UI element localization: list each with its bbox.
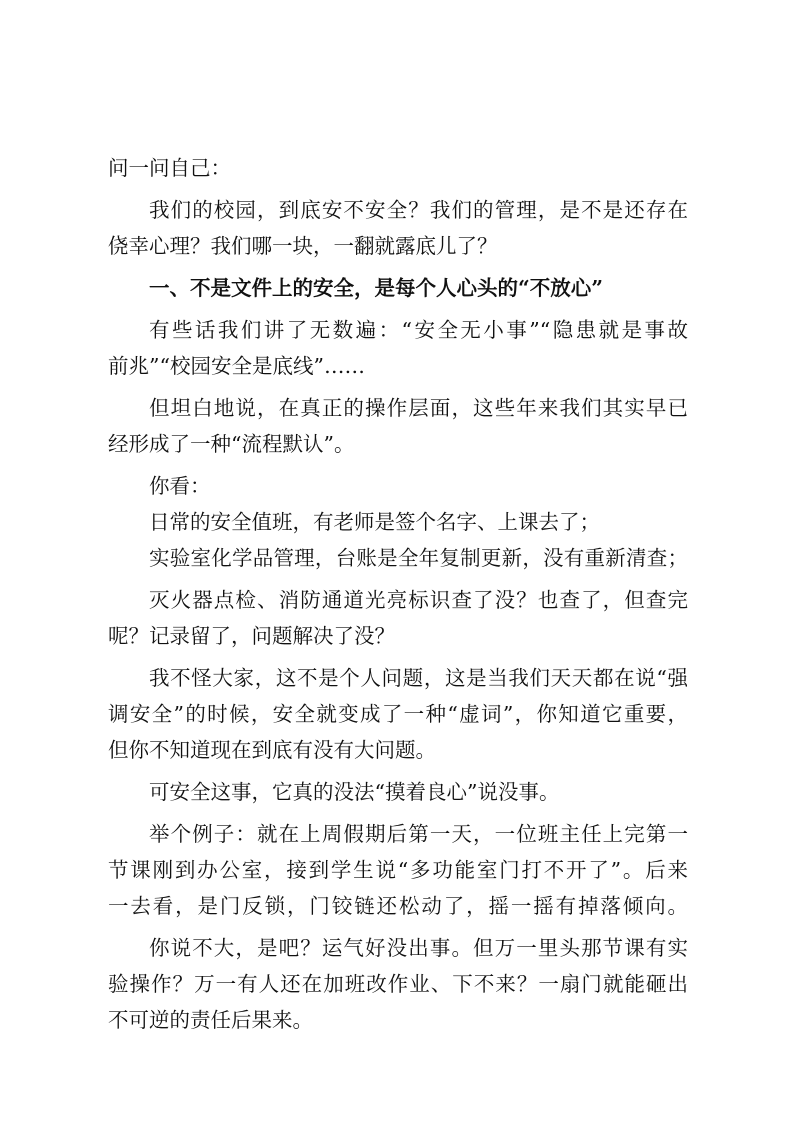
text-line: 我们的校园，到底安不安全？我们的管理，是不是还存在: [149, 198, 688, 222]
text-line: 一去看，是门反锁，门铰链还松动了，摇一摇有掉落倾向。: [108, 894, 688, 918]
text-line: 验操作？万一有人还在加班改作业、下不来？一扇门就能砸出: [108, 972, 688, 996]
text-line: 灭火器点检、消防通道光亮标识查了没？也查了，但查完: [149, 588, 688, 612]
text-line: 你说不大，是吧？运气好没出事。但万一里头那节课有实: [149, 936, 688, 960]
text-line: 但你不知道现在到底有没有大问题。: [108, 738, 436, 762]
text-line: 调安全”的时候，安全就变成了一种“虚词”，你知道它重要，: [108, 702, 688, 726]
text-line: 实验室化学品管理，台账是全年复制更新，没有重新清查；: [149, 546, 688, 570]
text-line: 不可逆的责任后果来。: [108, 1008, 313, 1032]
text-line: 我不怪大家，这不是个人问题，这是当我们天天都在说“强: [149, 666, 688, 690]
text-line: 可安全这事，它真的没法“摸着良心”说没事。: [149, 780, 560, 804]
text-line: 侥幸心理？我们哪一块，一翻就露底儿了？: [108, 234, 498, 258]
text-line: 你看：: [149, 474, 211, 498]
text-line: 经形成了一种“流程默认”。: [108, 432, 355, 456]
text-line: 前兆”“校园安全是底线”……: [108, 354, 365, 378]
text-line: 问一问自己：: [108, 156, 231, 180]
text-line: 节课刚到办公室，接到学生说“多功能室门打不开了”。后来: [108, 858, 688, 882]
text-line: 举个例子：就在上周假期后第一天，一位班主任上完第一: [149, 822, 688, 846]
section-heading: 一、不是文件上的安全，是每个人心头的“不放心”: [149, 276, 604, 300]
text-line: 呢？记录留了，问题解决了没？: [108, 624, 395, 648]
text-line: 但坦白地说，在真正的操作层面，这些年来我们其实早已: [149, 396, 688, 420]
text-line: 日常的安全值班，有老师是签个名字、上课去了；: [149, 510, 600, 534]
text-line: 有些话我们讲了无数遍：“安全无小事”“隐患就是事故: [149, 318, 688, 342]
